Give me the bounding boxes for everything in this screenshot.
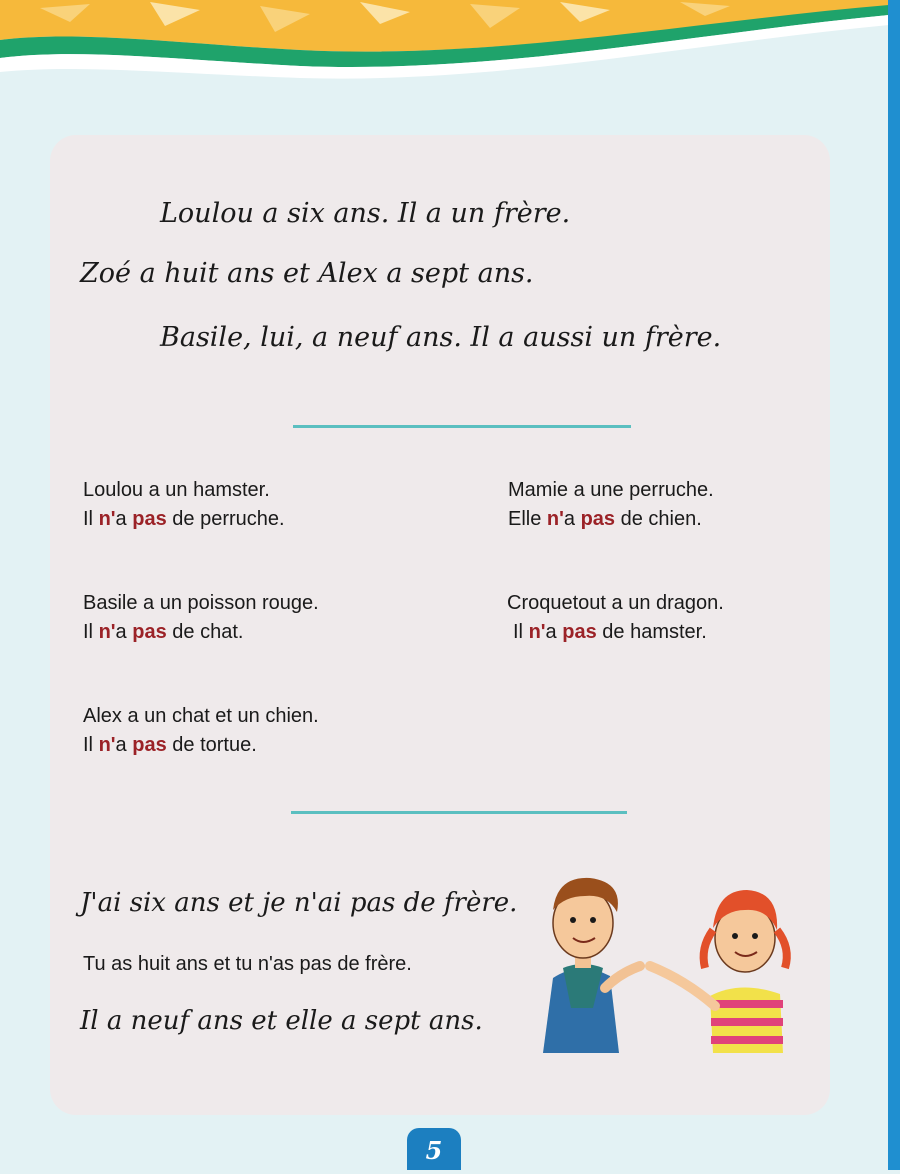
dialogue-line-3: Il a neuf ans et elle a sept ans. xyxy=(80,1006,483,1036)
affirmative-sentence: Croquetout a un dragon. xyxy=(507,592,724,614)
girl-figure xyxy=(650,890,787,1053)
negative-sentence: Il n'a pas de hamster. xyxy=(513,621,707,643)
example-pair xyxy=(83,702,319,760)
example-pair xyxy=(507,589,724,647)
affirmative-sentence: Basile a un poisson rouge. xyxy=(83,592,319,614)
affirmative-sentence: Alex a un chat et un chien. xyxy=(83,705,319,727)
divider-bottom xyxy=(291,811,627,814)
negative-sentence: Elle n'a pas de chien. xyxy=(508,508,702,530)
page-number: 5 xyxy=(407,1128,461,1170)
negative-sentence: Il n'a pas de perruche. xyxy=(83,508,285,530)
affirmative-sentence: Mamie a une perruche. xyxy=(508,479,714,501)
cursive-line-2: Zoé a huit ans et Alex a sept ans. xyxy=(80,258,534,289)
decorative-top-band xyxy=(0,0,900,90)
example-pair xyxy=(508,476,714,534)
blue-edge-stripe xyxy=(888,0,900,1170)
example-pair xyxy=(83,476,285,534)
divider-top xyxy=(293,425,631,428)
cursive-line-1: Loulou a six ans. Il a un frère. xyxy=(160,198,571,229)
example-pair xyxy=(83,589,319,647)
dialogue-line-1: J'ai six ans et je n'ai pas de frère. xyxy=(80,888,518,918)
negative-sentence: Il n'a pas de chat. xyxy=(83,621,244,643)
affirmative-sentence: Loulou a un hamster. xyxy=(83,479,270,501)
boy-figure xyxy=(543,878,640,1053)
cursive-line-3: Basile, lui, a neuf ans. Il a aussi un frère. xyxy=(160,322,722,353)
children-illustration xyxy=(535,868,820,1053)
dialogue-line-2: Tu as huit ans et tu n'as pas de frère. xyxy=(83,953,412,975)
negative-sentence: Il n'a pas de tortue. xyxy=(83,734,257,756)
